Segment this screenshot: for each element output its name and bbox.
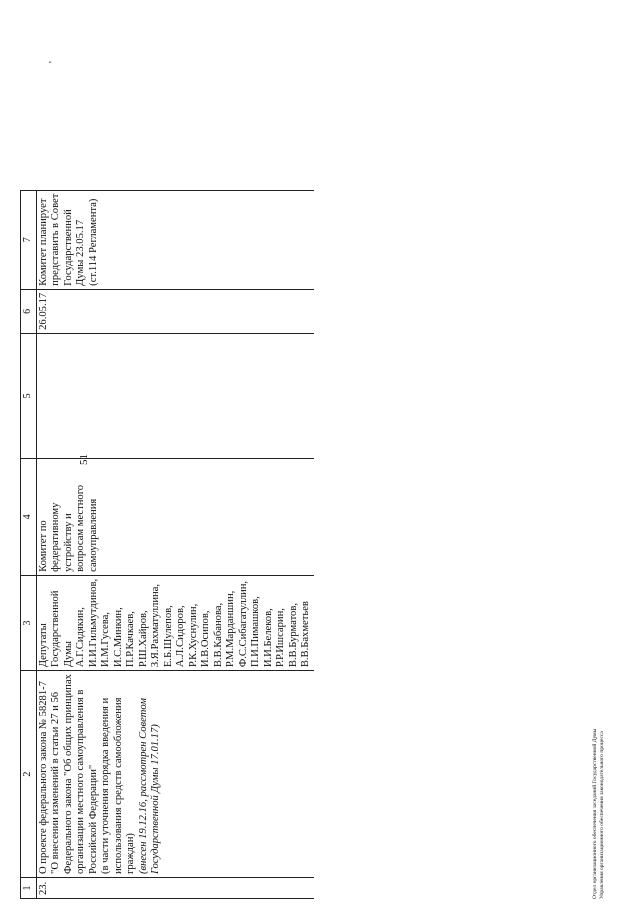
tick-mark: ' [48, 61, 59, 63]
author-line: А.Г.Сидякин, [75, 607, 86, 668]
column-header-3: 3 [21, 575, 37, 670]
author-line: Р.М.Марданшин, [225, 590, 236, 668]
bill-note-line: (внесен 19.12.16, рассмотрен Советом [137, 698, 149, 874]
plan-cell [36, 190, 314, 289]
author-line: В.В.Бурматов, [287, 602, 299, 668]
plan-line: Думы 23.05.17 [75, 219, 86, 286]
footer-line: Отдел организационного обеспечения заседаний Государственной Думы [592, 728, 598, 899]
author-line: Ф.С.Сибагатуллин, [237, 580, 249, 668]
plan-line: (ст.114 Регламента) [87, 198, 99, 286]
bill-title-line: Российской Федерации" [87, 764, 99, 874]
author-line: З.Я.Рахматуллина, [150, 583, 161, 668]
column-header-row [21, 190, 37, 898]
table-row [36, 190, 314, 898]
bill-title-line: организации местного самоуправления в [75, 689, 86, 874]
footer-department [592, 729, 606, 899]
author-line: Р.Р.Ишсарин, [275, 608, 286, 668]
bill-authors [36, 575, 314, 670]
responsible-committee [36, 458, 314, 575]
committee-line: самоуправления [87, 498, 99, 572]
bill-title-line: граждан) [125, 833, 136, 874]
author-line: В.В.Бахметьев [300, 601, 311, 668]
author-line: И.М.Гусева, [100, 612, 111, 668]
author-line: Депутаты [37, 623, 49, 668]
page-number: 51 [78, 454, 90, 465]
bill-title-line: (в части уточнения порядка введения и [100, 697, 111, 874]
committee-line: федеративному [50, 502, 61, 572]
column-header-7: 7 [21, 190, 37, 289]
author-line: И.С.Минкин, [112, 607, 124, 668]
column-header-4: 4 [21, 458, 37, 575]
plan-line: Комитет планирует [37, 198, 49, 286]
bill-note-line: Государственной Думы 17.01.17) [150, 724, 161, 874]
column-header-1: 1 [21, 878, 37, 899]
author-line: И.И.Гильмутдинов, [87, 578, 99, 668]
author-line: Р.К.Хуснулин, [187, 603, 199, 668]
author-line: П.И.Пимашков, [250, 596, 261, 668]
date-cell: 26.05.17 [36, 289, 314, 333]
author-line: Е.Б.Шулепов, [162, 605, 174, 668]
committee-line: Комитет по [37, 520, 49, 572]
bill-title [36, 671, 314, 878]
plan-line: представить в Совет [50, 193, 61, 286]
bill-title-line: "О внесении изменений в статьи 27 и 56 [50, 691, 61, 874]
author-line: И.И.Белеков, [262, 608, 274, 668]
committee-line: вопросам местного [75, 484, 86, 572]
author-line: В.В.Кабанова, [212, 602, 224, 668]
plan-line: Государственной [62, 209, 74, 286]
row-number: 23. [36, 878, 314, 899]
bill-table [20, 190, 314, 899]
committee-line: устройству и [62, 513, 74, 572]
author-line: И.В.Осипов, [200, 610, 211, 668]
author-line: А.Л.Сидоров, [175, 605, 186, 668]
bill-title-line: использования средств самообложения [112, 697, 124, 874]
column-header-6: 6 [21, 289, 37, 333]
author-line: Государственной [50, 590, 61, 668]
footer-line: Управления организационного обеспечения законодательного процесса [599, 731, 605, 899]
bill-title-line: О проекте федерального закона № 58281-7 [37, 681, 49, 874]
column-header-2: 2 [21, 671, 37, 878]
bill-title-line: Федерального закона "Об общих принципах [62, 674, 74, 874]
column-header-5: 5 [21, 333, 37, 458]
author-line: Думы [62, 640, 74, 668]
author-line: П.Р.Качкаев, [125, 611, 136, 668]
author-line: Р.Ш.Хайров, [137, 610, 149, 668]
column-5-cell [36, 333, 314, 458]
